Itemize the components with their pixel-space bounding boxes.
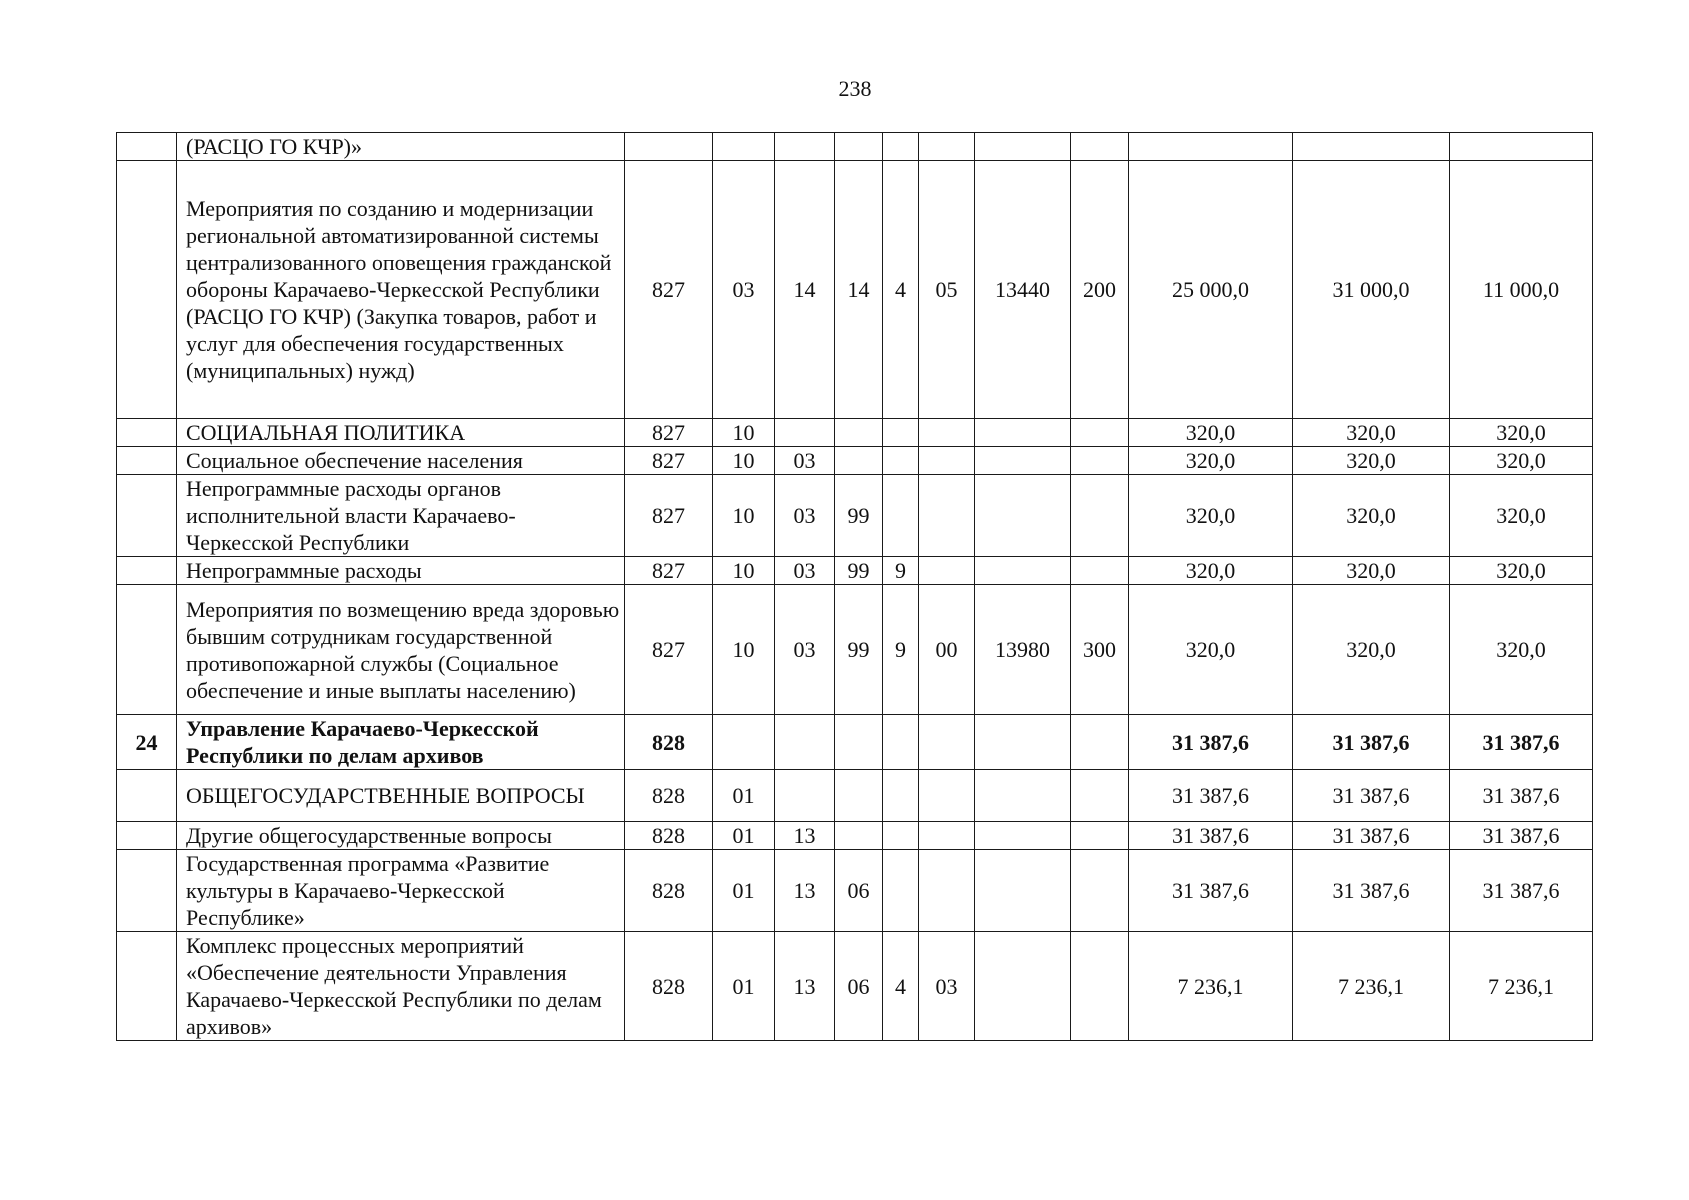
table-row	[117, 557, 1593, 585]
amount-year-3: 320,0	[1450, 557, 1593, 585]
item-name: СОЦИАЛЬНАЯ ПОЛИТИКА	[177, 419, 625, 447]
table-row	[117, 133, 1593, 161]
amount-year-2: 31 387,6	[1293, 715, 1450, 770]
program-code	[835, 419, 883, 447]
expense-type-code	[1071, 715, 1129, 770]
item-name: (РАСЦО ГО КЧР)»	[177, 133, 625, 161]
amount-year-3: 320,0	[1450, 585, 1593, 715]
amount-year-1: 320,0	[1129, 419, 1293, 447]
activity-code	[919, 419, 975, 447]
activity-code	[919, 447, 975, 475]
dept-code: 827	[625, 419, 713, 447]
dept-code	[625, 133, 713, 161]
amount-year-2: 320,0	[1293, 475, 1450, 557]
table-row	[117, 447, 1593, 475]
expense-type-code: 300	[1071, 585, 1129, 715]
table-row	[117, 475, 1593, 557]
amount-year-3: 320,0	[1450, 475, 1593, 557]
item-name: Мероприятия по возмещению вреда здоровью бывшим сотрудникам государственной противопожарной службы (Социальное обеспечение и иные выплаты населению)	[177, 585, 625, 715]
table-row	[117, 585, 1593, 715]
direction-code	[975, 850, 1071, 932]
expense-type-code	[1071, 770, 1129, 822]
amount-year-1: 320,0	[1129, 557, 1293, 585]
expense-type-code	[1071, 557, 1129, 585]
table-row	[117, 932, 1593, 1041]
row-number: 24	[117, 715, 177, 770]
item-name: Другие общегосударственные вопросы	[177, 822, 625, 850]
direction-code	[975, 475, 1071, 557]
subsection-code: 03	[775, 585, 835, 715]
dept-code: 827	[625, 161, 713, 419]
section-code: 03	[713, 161, 775, 419]
amount-year-3: 31 387,6	[1450, 770, 1593, 822]
section-code	[713, 133, 775, 161]
direction-code	[975, 715, 1071, 770]
subprogram-code	[883, 419, 919, 447]
subsection-code: 13	[775, 932, 835, 1041]
row-number	[117, 932, 177, 1041]
program-code	[835, 822, 883, 850]
program-code: 14	[835, 161, 883, 419]
direction-code: 13980	[975, 585, 1071, 715]
amount-year-2: 31 387,6	[1293, 822, 1450, 850]
program-code	[835, 715, 883, 770]
table-row	[117, 822, 1593, 850]
expense-type-code	[1071, 447, 1129, 475]
item-name: Социальное обеспечение населения	[177, 447, 625, 475]
direction-code	[975, 932, 1071, 1041]
direction-code	[975, 419, 1071, 447]
amount-year-3: 31 387,6	[1450, 822, 1593, 850]
amount-year-1: 31 387,6	[1129, 850, 1293, 932]
activity-code	[919, 822, 975, 850]
item-name: ОБЩЕГОСУДАРСТВЕННЫЕ ВОПРОСЫ	[177, 770, 625, 822]
row-number	[117, 475, 177, 557]
expense-type-code	[1071, 932, 1129, 1041]
table-row	[117, 770, 1593, 822]
row-number	[117, 850, 177, 932]
subsection-code	[775, 133, 835, 161]
item-name: Непрограммные расходы	[177, 557, 625, 585]
amount-year-2: 320,0	[1293, 447, 1450, 475]
section-code: 01	[713, 850, 775, 932]
expense-type-code	[1071, 850, 1129, 932]
row-number	[117, 161, 177, 419]
subprogram-code: 9	[883, 557, 919, 585]
section-code: 10	[713, 557, 775, 585]
direction-code	[975, 770, 1071, 822]
amount-year-3	[1450, 133, 1593, 161]
amount-year-2: 320,0	[1293, 585, 1450, 715]
amount-year-2: 31 387,6	[1293, 770, 1450, 822]
direction-code: 13440	[975, 161, 1071, 419]
subsection-code: 03	[775, 475, 835, 557]
subsection-code: 03	[775, 557, 835, 585]
activity-code: 03	[919, 932, 975, 1041]
row-number	[117, 447, 177, 475]
section-code	[713, 715, 775, 770]
dept-code: 827	[625, 585, 713, 715]
subprogram-code: 9	[883, 585, 919, 715]
program-code	[835, 447, 883, 475]
item-name: Непрограммные расходы органов исполнительной власти Карачаево-Черкесской Республики	[177, 475, 625, 557]
amount-year-1	[1129, 133, 1293, 161]
table-row	[117, 419, 1593, 447]
subprogram-code	[883, 822, 919, 850]
amount-year-2: 320,0	[1293, 557, 1450, 585]
subprogram-code	[883, 850, 919, 932]
activity-code: 05	[919, 161, 975, 419]
table-body	[117, 133, 1593, 1041]
section-code: 01	[713, 770, 775, 822]
item-name: Государственная программа «Развитие культуры в Карачаево-Черкесской Республике»	[177, 850, 625, 932]
subprogram-code	[883, 133, 919, 161]
subsection-code	[775, 715, 835, 770]
table-row	[117, 161, 1593, 419]
program-code	[835, 770, 883, 822]
subsection-code: 14	[775, 161, 835, 419]
amount-year-2: 31 387,6	[1293, 850, 1450, 932]
amount-year-1: 31 387,6	[1129, 822, 1293, 850]
section-code: 10	[713, 447, 775, 475]
expense-type-code	[1071, 822, 1129, 850]
direction-code	[975, 822, 1071, 850]
expense-type-code	[1071, 133, 1129, 161]
section-code: 01	[713, 932, 775, 1041]
row-number	[117, 770, 177, 822]
program-code: 06	[835, 932, 883, 1041]
section-code: 01	[713, 822, 775, 850]
amount-year-3: 320,0	[1450, 447, 1593, 475]
expense-type-code	[1071, 475, 1129, 557]
subsection-code: 13	[775, 850, 835, 932]
row-number	[117, 133, 177, 161]
subsection-code	[775, 770, 835, 822]
page-number: 238	[838, 76, 872, 101]
activity-code	[919, 557, 975, 585]
amount-year-1: 25 000,0	[1129, 161, 1293, 419]
activity-code: 00	[919, 585, 975, 715]
program-code: 99	[835, 557, 883, 585]
item-name: Управление Карачаево-Черкесской Республики по делам архивов	[177, 715, 625, 770]
subprogram-code	[883, 715, 919, 770]
dept-code: 828	[625, 822, 713, 850]
table-row	[117, 715, 1593, 770]
amount-year-1: 320,0	[1129, 585, 1293, 715]
amount-year-3: 7 236,1	[1450, 932, 1593, 1041]
dept-code: 828	[625, 715, 713, 770]
amount-year-3: 31 387,6	[1450, 850, 1593, 932]
subprogram-code	[883, 447, 919, 475]
activity-code	[919, 770, 975, 822]
item-name: Комплекс процессных мероприятий «Обеспечение деятельности Управления Карачаево-Черкесской Республики по делам архивов»	[177, 932, 625, 1041]
subprogram-code: 4	[883, 161, 919, 419]
item-name: Мероприятия по созданию и модернизации региональной автоматизированной системы централизованного оповещения гражданской обороны Карачаево-Черкесской Республики (РАСЦО ГО КЧР) (Закупка товаров, работ и услуг для обеспечения государственных (муниципальных) нужд)	[177, 161, 625, 419]
dept-code: 828	[625, 770, 713, 822]
subprogram-code: 4	[883, 932, 919, 1041]
dept-code: 827	[625, 475, 713, 557]
dept-code: 828	[625, 850, 713, 932]
subsection-code: 13	[775, 822, 835, 850]
subprogram-code	[883, 475, 919, 557]
direction-code	[975, 447, 1071, 475]
amount-year-1: 31 387,6	[1129, 715, 1293, 770]
dept-code: 827	[625, 447, 713, 475]
row-number	[117, 585, 177, 715]
program-code	[835, 133, 883, 161]
amount-year-3: 320,0	[1450, 419, 1593, 447]
section-code: 10	[713, 419, 775, 447]
activity-code	[919, 850, 975, 932]
direction-code	[975, 133, 1071, 161]
activity-code	[919, 475, 975, 557]
expense-type-code: 200	[1071, 161, 1129, 419]
row-number	[117, 419, 177, 447]
activity-code	[919, 715, 975, 770]
budget-table	[116, 132, 1593, 1041]
amount-year-1: 7 236,1	[1129, 932, 1293, 1041]
amount-year-1: 320,0	[1129, 475, 1293, 557]
table-row	[117, 850, 1593, 932]
amount-year-2: 31 000,0	[1293, 161, 1450, 419]
program-code: 99	[835, 585, 883, 715]
amount-year-3: 11 000,0	[1450, 161, 1593, 419]
section-code: 10	[713, 585, 775, 715]
subsection-code	[775, 419, 835, 447]
subprogram-code	[883, 770, 919, 822]
subsection-code: 03	[775, 447, 835, 475]
section-code: 10	[713, 475, 775, 557]
direction-code	[975, 557, 1071, 585]
dept-code: 828	[625, 932, 713, 1041]
activity-code	[919, 133, 975, 161]
amount-year-2	[1293, 133, 1450, 161]
program-code: 06	[835, 850, 883, 932]
dept-code: 827	[625, 557, 713, 585]
amount-year-1: 320,0	[1129, 447, 1293, 475]
amount-year-2: 320,0	[1293, 419, 1450, 447]
amount-year-2: 7 236,1	[1293, 932, 1450, 1041]
amount-year-3: 31 387,6	[1450, 715, 1593, 770]
expense-type-code	[1071, 419, 1129, 447]
row-number	[117, 822, 177, 850]
program-code: 99	[835, 475, 883, 557]
amount-year-1: 31 387,6	[1129, 770, 1293, 822]
row-number	[117, 557, 177, 585]
